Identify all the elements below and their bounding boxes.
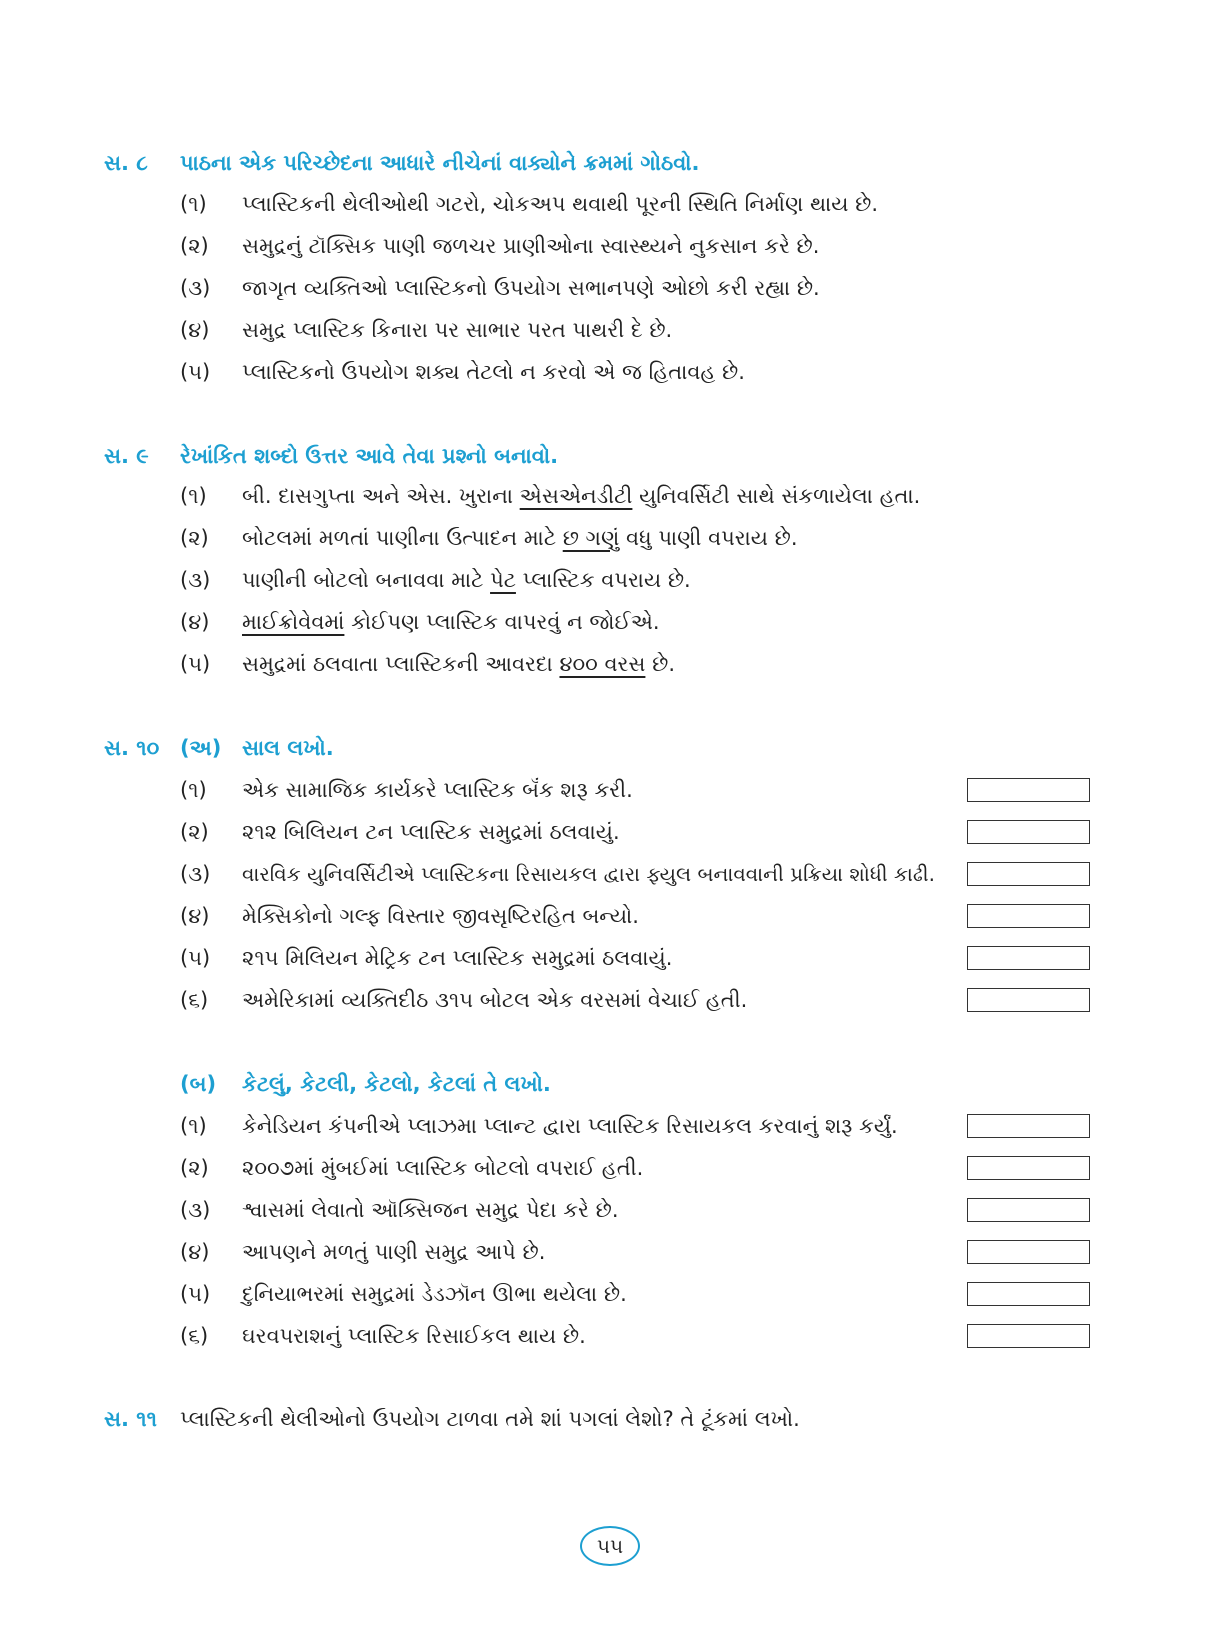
answer-box[interactable] [967, 1282, 1090, 1306]
list-item [180, 315, 672, 345]
item-text-after: યુનિવર્સિટી સાથે સંકળાયેલા હતા. [632, 484, 921, 508]
list-item [180, 943, 672, 973]
item-number: (૫) [180, 360, 211, 384]
item-number: (૧) [180, 192, 207, 216]
list-item [180, 1195, 619, 1225]
answer-box[interactable] [967, 988, 1090, 1012]
item-number: (૨) [180, 526, 209, 550]
answer-box[interactable] [967, 820, 1090, 844]
list-item [180, 1153, 643, 1183]
answer-box[interactable] [967, 778, 1090, 802]
item-text: એક સામાજિક કાર્યકરે પ્લાસ્ટિક બૅંક શરૂ કરી. [242, 778, 633, 802]
underlined-answer: એસએનડીટી [519, 484, 633, 508]
list-item [180, 231, 819, 261]
item-text-after: પ્લાસ્ટિક વપરાય છે. [515, 568, 691, 592]
list-item [180, 859, 935, 889]
question-title: રેખાંકિત શબ્દો ઉત્તર આવે તેવા પ્રશ્નો બનાવો. [180, 444, 559, 468]
question-8-heading [104, 148, 700, 178]
question-number: સ. ૧૦ [104, 736, 160, 760]
list-item [180, 1321, 586, 1351]
question-11-heading [104, 1404, 800, 1434]
item-number: (૬) [180, 988, 209, 1012]
answer-box[interactable] [967, 1324, 1090, 1348]
question-number: સ. ૮ [104, 151, 148, 175]
item-text: સમુદ્ર પ્લાસ્ટિક કિનારા પર સાભાર પરત પાથરી દે છે. [242, 318, 673, 342]
answer-box[interactable] [967, 1240, 1090, 1264]
item-text: કેનેડિયન કંપનીએ પ્લાઝમા પ્લાન્ટ દ્વારા પ્લાસ્ટિક રિસાયકલ કરવાનું શરૂ કર્યું. [242, 1114, 898, 1138]
item-text: પ્લાસ્ટિકની થેલીઓથી ગટરો, ચોકઅપ થવાથી પૂરની સ્થિતિ નિર્માણ થાય છે. [242, 192, 879, 216]
underlined-answer: ૪૦૦ વરસ [559, 652, 646, 676]
question-9-heading [104, 441, 558, 471]
list-item [180, 273, 820, 303]
item-text: પ્લાસ્ટિકનો ઉપયોગ શક્ય તેટલો ન કરવો એ જ હિતાવહ છે. [242, 360, 745, 384]
list-item [180, 1237, 545, 1267]
item-text-before: પાણીની બોટલો બનાવવા માટે [242, 568, 491, 592]
list-item [180, 357, 745, 387]
question-number: સ. ૯ [104, 444, 149, 468]
underlined-answer: માઈક્રોવેવમાં [242, 610, 345, 634]
item-number: (૪) [180, 1240, 210, 1264]
list-item [180, 1111, 898, 1141]
page-number: ૫૫ [580, 1526, 640, 1566]
item-number: (૩) [180, 1198, 211, 1222]
list-item [180, 523, 798, 553]
item-text-before: સમુદ્રમાં ઠલવાતા પ્લાસ્ટિકની આવરદા [242, 652, 560, 676]
item-text: ઘરવપરાશનું પ્લાસ્ટિક રિસાઈકલ થાય છે. [242, 1324, 586, 1348]
answer-box[interactable] [967, 862, 1090, 886]
underlined-answer: પેટ [490, 568, 516, 592]
list-item [180, 817, 620, 847]
item-text: અમેરિકામાં વ્યક્તિદીઠ ૩૧૫ બોટલ એક વરસમાં વેચાઈ હતી. [242, 988, 748, 1012]
underlined-answer: છ ગણું [562, 526, 620, 550]
item-text: સમુદ્રનું ટૉક્સિક પાણી જળચર પ્રાણીઓના સ્વાસ્થ્યને નુકસાન કરે છે. [242, 234, 820, 258]
answer-box[interactable] [967, 946, 1090, 970]
item-number: (૧) [180, 778, 207, 802]
question-title: પાઠના એક પરિચ્છેદના આધારે નીચેનાં વાક્યોને ક્રમમાં ગોઠવો. [180, 151, 700, 175]
item-text: વારવિક યુનિવર્સિટીએ પ્લાસ્ટિકના રિસાયકલ દ્વારા ફ્યુલ બનાવવાની પ્રક્રિયા શોધી કાઢી. [242, 862, 935, 886]
list-item [180, 901, 639, 931]
item-number: (૩) [180, 568, 211, 592]
item-number: (૪) [180, 610, 210, 634]
item-number: (૪) [180, 318, 210, 342]
subquestion-title: કેટલું, કેટલી, કેટલો, કેટલાં તે લખો. [242, 1072, 551, 1096]
item-number: (૫) [180, 652, 211, 676]
item-number: (૧) [180, 1114, 207, 1138]
item-number: (૪) [180, 904, 210, 928]
item-number: (૫) [180, 946, 211, 970]
item-number: (૬) [180, 1324, 209, 1348]
question-title: પ્લાસ્ટિકની થેલીઓનો ઉપયોગ ટાળવા તમે શાં પગલાં લેશો? તે ટૂંકમાં લખો. [180, 1407, 800, 1431]
list-item [180, 649, 675, 679]
answer-box[interactable] [967, 1156, 1090, 1180]
list-item [180, 189, 878, 219]
item-text: શ્વાસમાં લેવાતો ઑક્સિજન સમુદ્ર પેદા કરે છે. [242, 1198, 619, 1222]
question-10-heading [104, 733, 334, 763]
item-number: (૨) [180, 1156, 209, 1180]
item-text-after: વધુ પાણી વપરાય છે. [619, 526, 798, 550]
subquestion-label: (બ) [180, 1072, 217, 1096]
item-text: ૨૦૦૭માં મુંબઈમાં પ્લાસ્ટિક બોટલો વપરાઈ હતી. [242, 1156, 644, 1180]
item-number: (૩) [180, 276, 211, 300]
list-item [180, 481, 920, 511]
item-text: જાગૃત વ્યક્તિઓ પ્લાસ્ટિકનો ઉપયોગ સભાનપણે ઓછો કરી રહ્યા છે. [242, 276, 820, 300]
answer-box[interactable] [967, 1198, 1090, 1222]
item-text-after: છે. [645, 652, 675, 676]
list-item [180, 985, 747, 1015]
item-text: ૨૧૫ મિલિયન મેટ્રિક ટન પ્લાસ્ટિક સમુદ્રમાં ઠલવાયું. [242, 946, 673, 970]
list-item [180, 775, 633, 805]
item-text: આપણને મળતું પાણી સમુદ્ર આપે છે. [242, 1240, 546, 1264]
list-item [180, 565, 691, 595]
answer-box[interactable] [967, 904, 1090, 928]
item-text-after: કોઈપણ પ્લાસ્ટિક વાપરવું ન જોઈએ. [344, 610, 660, 634]
question-number: સ. ૧૧ [104, 1407, 157, 1431]
answer-box[interactable] [967, 1114, 1090, 1138]
item-text-before: બી. દાસગુપ્તા અને એસ. ખુરાના [242, 484, 520, 508]
list-item [180, 1279, 627, 1309]
subquestion-b-heading [180, 1069, 551, 1099]
item-number: (૨) [180, 234, 209, 258]
item-text-before: બોટલમાં મળતાં પાણીના ઉત્પાદન માટે [242, 526, 563, 550]
list-item [180, 607, 660, 637]
item-number: (૧) [180, 484, 207, 508]
item-number: (૩) [180, 862, 211, 886]
item-number: (૫) [180, 1282, 211, 1306]
subquestion-title: સાલ લખો. [242, 736, 334, 760]
item-number: (૨) [180, 820, 209, 844]
item-text: દુનિયાભરમાં સમુદ્રમાં ડેડઝૉન ઊભા થયેલા છે. [242, 1282, 627, 1306]
item-text: ૨૧૨ બિલિયન ટન પ્લાસ્ટિક સમુદ્રમાં ઠલવાયું. [242, 820, 620, 844]
item-text: મેક્સિકોનો ગલ્ફ વિસ્તાર જીવસૃષ્ટિરહિત બન્યો. [242, 904, 639, 928]
subquestion-label: (અ) [180, 736, 222, 760]
